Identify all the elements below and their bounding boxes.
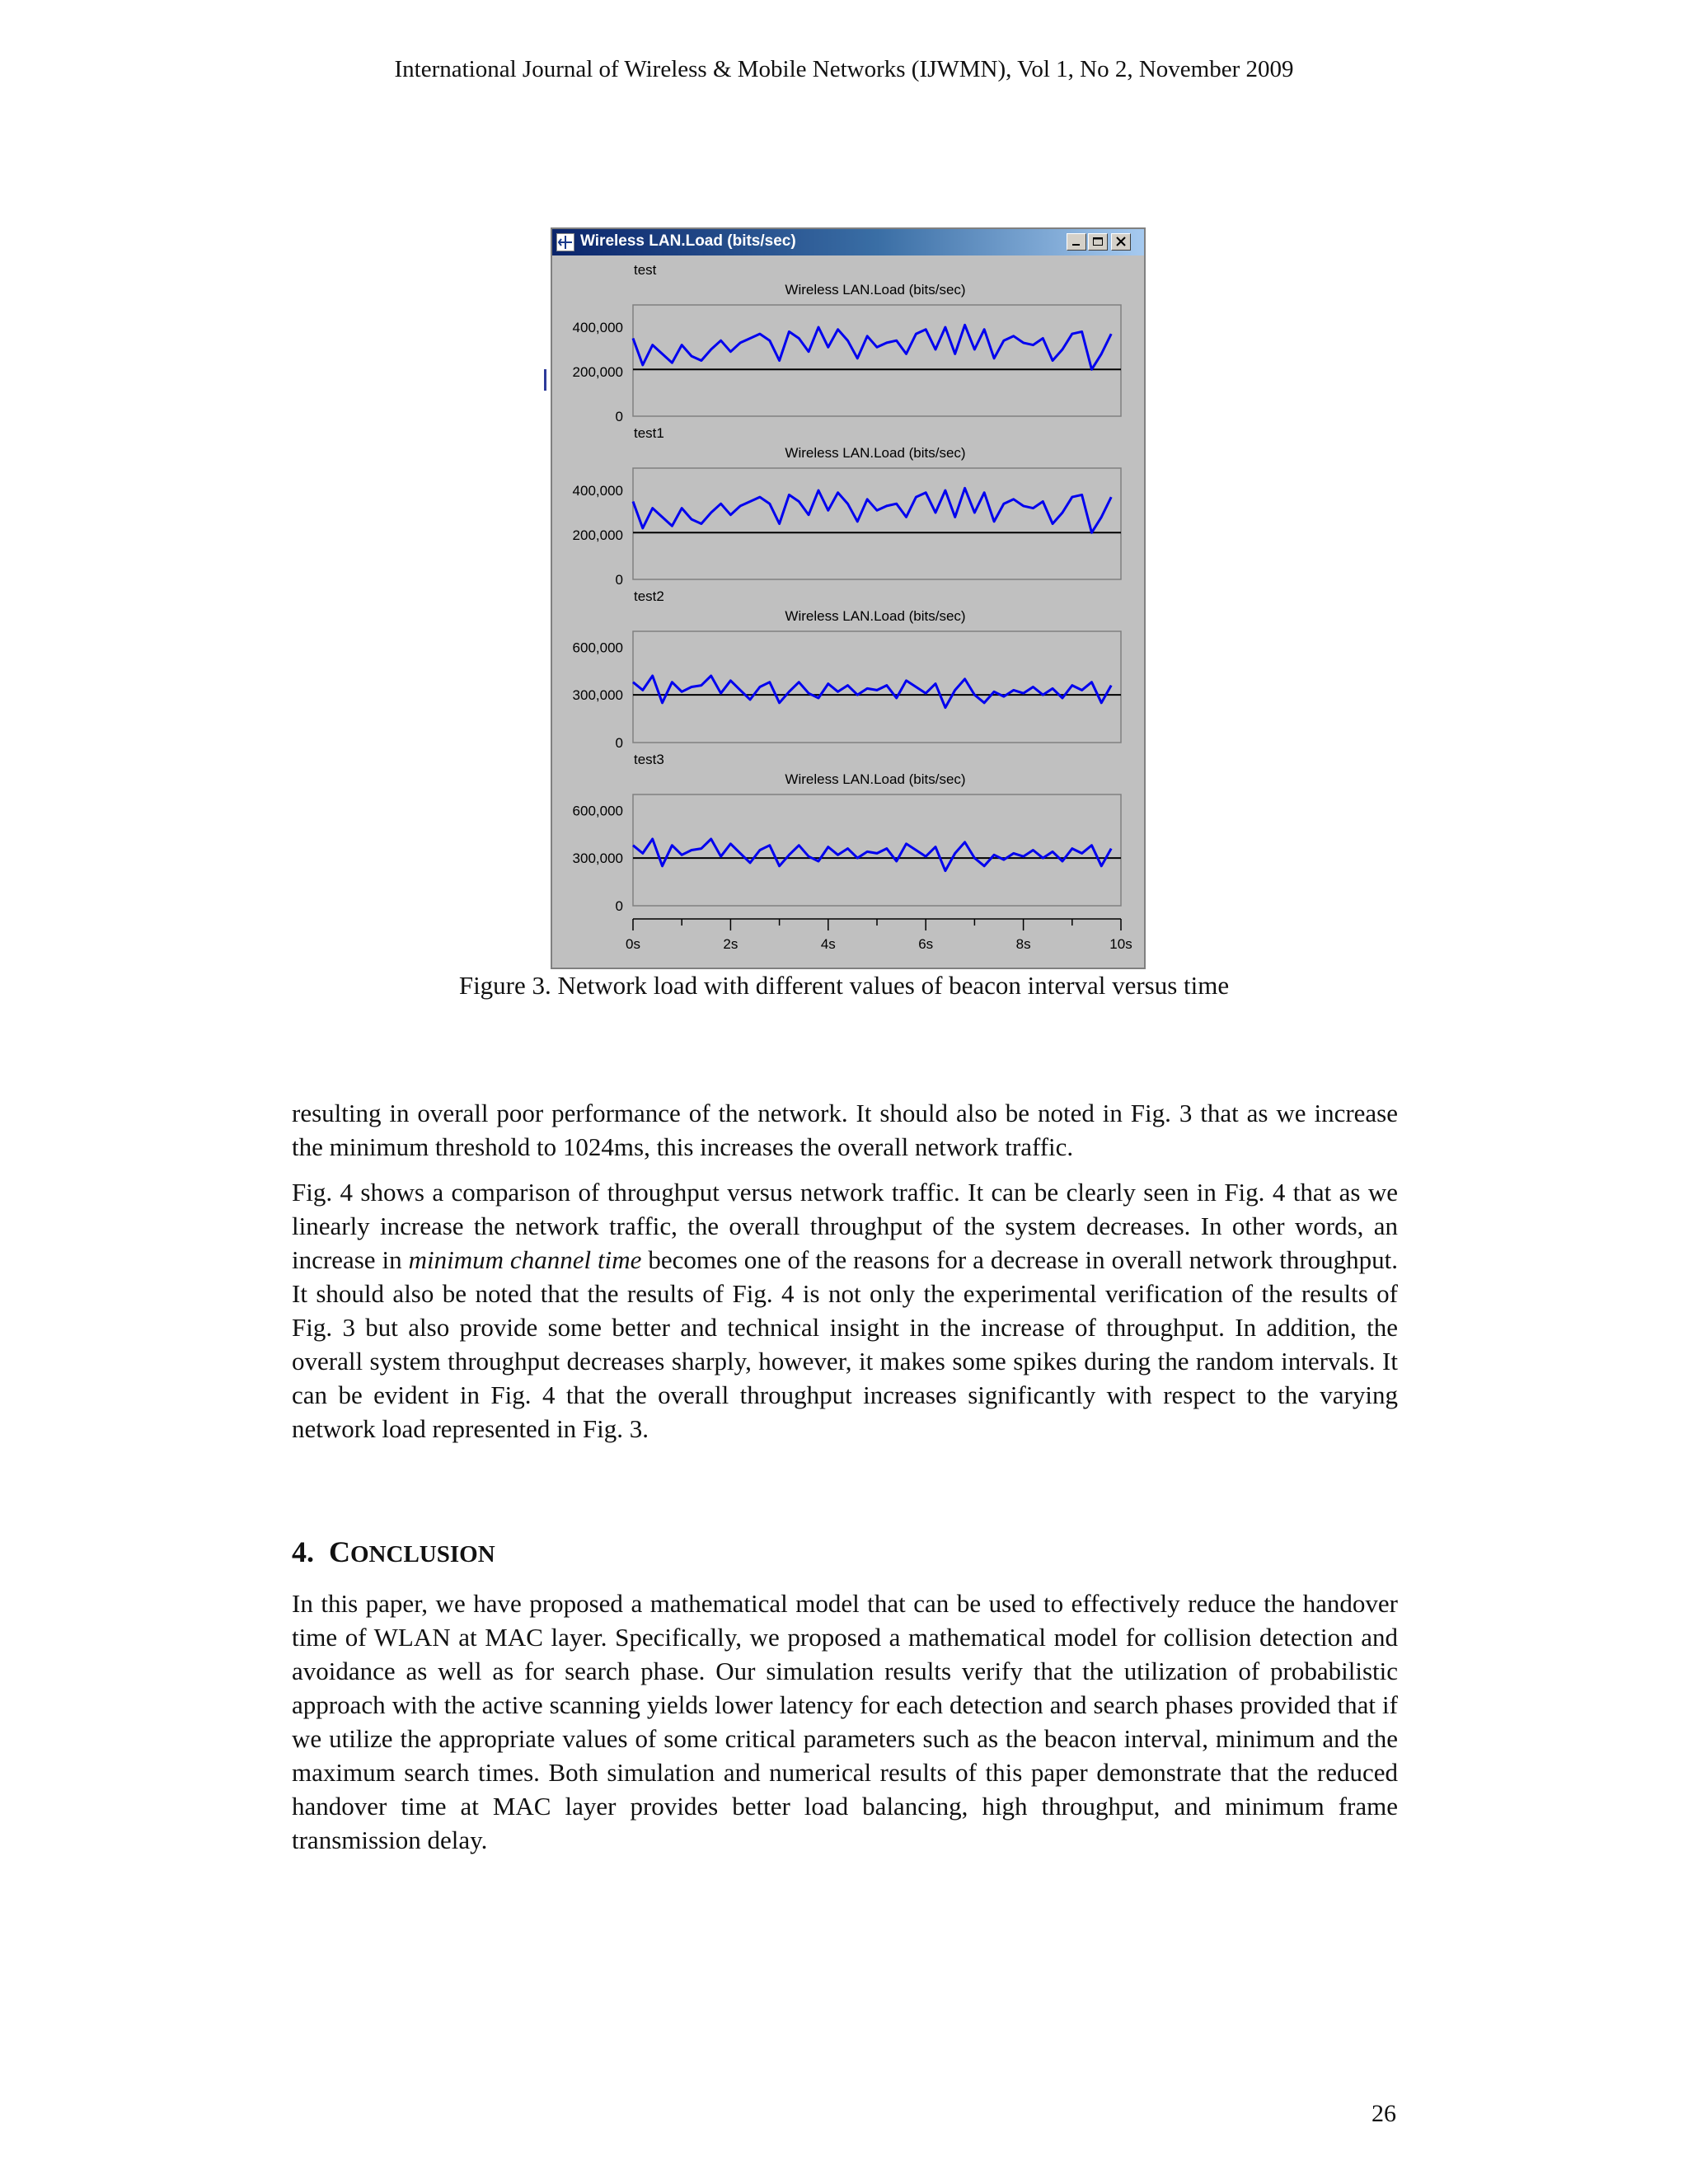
section-number: 4. bbox=[292, 1535, 314, 1568]
body-text-conclusion bbox=[292, 1586, 1398, 1868]
paragraph-1: resulting in overall poor performance of the network. It should also be noted in Fig. 3 that as we increase the minimum threshold to 1024ms, this increases the overall network traffic. bbox=[292, 1099, 1398, 1161]
paragraph-2-part-2: becomes one of the reasons for a decrease in overall network throughput. It should also be noted that the results of Fig. 4 is not only the experimental verification of the results of Fig. 3 but also provide some better and technical insight in the increase of throughput. In addition, the overall system throughput decreases sharply, however, it makes some spikes during the random intervals. It can be evident in Fig. 4 that the overall throughput increases significantly with respect to the varying network load represented in Fig. 3. bbox=[292, 1245, 1399, 1443]
y-tick-label: 400,000 bbox=[572, 320, 623, 335]
window-titlebar[interactable] bbox=[552, 229, 1144, 255]
y-tick-label: 600,000 bbox=[572, 803, 623, 819]
x-tick-label: 8s bbox=[1015, 936, 1031, 952]
chart-window bbox=[551, 227, 1146, 969]
window-title: Wireless LAN.Load (bits/sec) bbox=[580, 232, 796, 250]
plot-box bbox=[633, 794, 1121, 906]
paragraph-3: In this paper, we have proposed a mathematical model that can be used to effectively reduce the handover time of WLAN at MAC layer. Specifically, we proposed a mathematical model for collision detection and avoidance as well as for search phase. Our simulation results verify that the utilization of probabilistic approach with the active scanning yields lower latency for each detection and search phases provided that if we utilize the appropriate values of some critical parameters such as the beacon interval, minimum and the maximum search times. Both simulation and numerical results of this paper demonstrate that the reduced handover time at MAC layer provides better load balancing, high throughput, and minimum frame transmission delay. bbox=[292, 1589, 1398, 1854]
x-tick-label: 0s bbox=[626, 936, 640, 952]
close-icon[interactable] bbox=[1111, 233, 1131, 251]
section-title-rest: ONCLUSION bbox=[350, 1541, 495, 1568]
panel-title: Wireless LAN.Load (bits/sec) bbox=[785, 445, 966, 461]
figure-caption: Figure 3. Network load with different values of beacon interval versus time bbox=[458, 971, 1230, 1000]
x-tick-label: 2s bbox=[723, 936, 738, 952]
panel-title: Wireless LAN.Load (bits/sec) bbox=[785, 771, 966, 787]
maximize-icon[interactable] bbox=[1088, 233, 1108, 251]
panel-label: test2 bbox=[634, 588, 664, 604]
stacked-line-charts bbox=[552, 257, 1144, 968]
panel-label: test1 bbox=[634, 425, 664, 441]
x-tick-label: 4s bbox=[820, 936, 836, 952]
y-tick-label: 200,000 bbox=[572, 364, 623, 380]
x-tick-label: 6s bbox=[918, 936, 934, 952]
panel-label: test bbox=[634, 262, 657, 278]
paragraph-2-part-1: Fig. 4 shows a comparison of throughput versus network traffic. It can be clearly seen in Fig. 4 that as we linearly increase the network traffic, the overall throughput of the system decreases. In other words, an increase in bbox=[292, 1178, 1398, 1274]
plot-box bbox=[633, 631, 1121, 743]
margin-mark bbox=[544, 369, 546, 391]
panel-label: test3 bbox=[634, 752, 664, 767]
plot-box bbox=[633, 305, 1121, 416]
y-tick-label: 0 bbox=[615, 572, 623, 588]
paragraph-2-emphasis: minimum channel time bbox=[408, 1245, 642, 1274]
y-tick-label: 300,000 bbox=[572, 851, 623, 867]
journal-header: International Journal of Wireless & Mobile Networks (IJWMN), Vol 1, No 2, November 2009 bbox=[394, 56, 1294, 82]
plot-box bbox=[633, 468, 1121, 579]
section-title-initial: C bbox=[329, 1535, 350, 1568]
panel-title: Wireless LAN.Load (bits/sec) bbox=[785, 608, 966, 624]
y-tick-label: 0 bbox=[615, 409, 623, 424]
minimize-icon[interactable] bbox=[1067, 233, 1086, 251]
y-tick-label: 300,000 bbox=[572, 687, 623, 704]
section-heading bbox=[292, 1535, 495, 1569]
y-tick-label: 0 bbox=[615, 898, 623, 914]
y-tick-label: 600,000 bbox=[572, 640, 623, 656]
x-tick-label: 10s bbox=[1109, 936, 1132, 952]
plot-area bbox=[552, 257, 1144, 968]
page-number: 26 bbox=[1372, 2100, 1396, 2127]
y-tick-label: 0 bbox=[615, 735, 623, 751]
app-icon bbox=[556, 233, 574, 251]
body-text-upper bbox=[292, 1096, 1398, 1457]
paragraph-2 bbox=[292, 1175, 1398, 1446]
panel-title: Wireless LAN.Load (bits/sec) bbox=[785, 282, 966, 298]
y-tick-label: 400,000 bbox=[572, 483, 623, 499]
y-tick-label: 200,000 bbox=[572, 527, 623, 543]
